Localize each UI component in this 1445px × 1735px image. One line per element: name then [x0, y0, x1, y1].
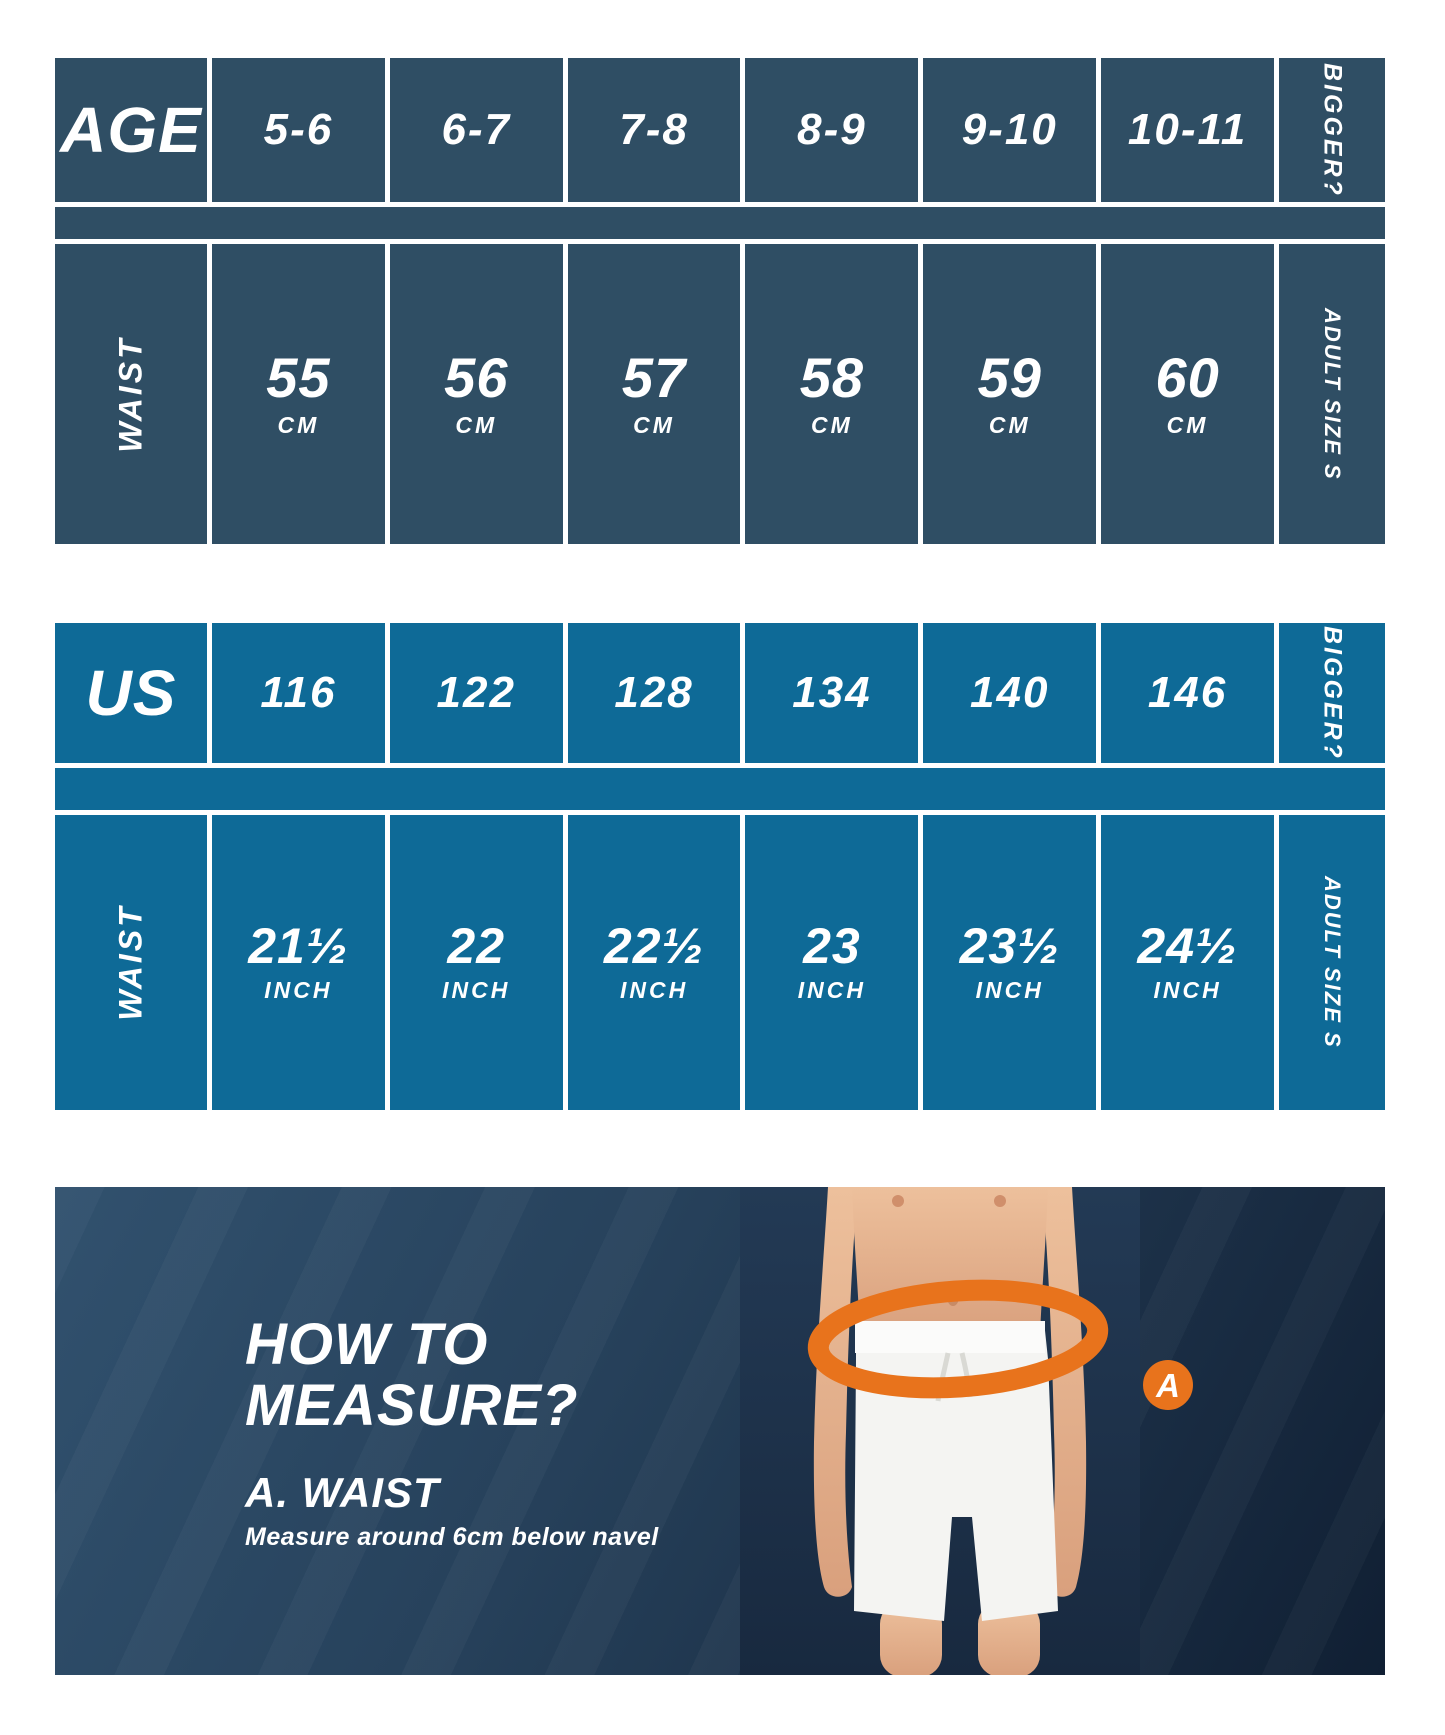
- waist-row-label: WAIST: [112, 335, 149, 453]
- bigger-side-label: BIGGER?: [1318, 62, 1347, 198]
- waist-cm-value-6: 60 CM: [1101, 244, 1274, 544]
- how-to-title-line2: MEASURE?: [245, 1372, 579, 1438]
- how-to-text-block: [245, 1312, 659, 1552]
- us-column-1: 116: [212, 623, 385, 763]
- age-column-1: 5-6: [212, 58, 385, 202]
- waist-inch-value-1: 21½ INCH: [212, 815, 385, 1110]
- us-column-3: 128: [568, 623, 741, 763]
- bigger-side-label-us: BIGGER?: [1318, 625, 1347, 761]
- us-column-4: 134: [745, 623, 918, 763]
- measure-step-label: A. WAIST: [245, 1468, 440, 1516]
- us-corner-label-cell: [55, 623, 207, 763]
- bigger-side-label-cell-us: [1279, 623, 1385, 763]
- waist-inch-value-6: 24½ INCH: [1101, 815, 1274, 1110]
- how-to-title-line1: HOW TO: [245, 1312, 489, 1377]
- waist-cm-value-5: 59 CM: [923, 244, 1096, 544]
- waist-inch-value-3: 22½ INCH: [568, 815, 741, 1110]
- waist-cm-value-1: 55 CM: [212, 244, 385, 544]
- size-table-us: [55, 623, 1385, 1110]
- table-separator-band-us: [55, 768, 1385, 810]
- adult-size-side-label-us: ADULT SIZE S: [1319, 876, 1345, 1049]
- measure-step-description: Measure around 6cm below navel: [245, 1522, 659, 1551]
- table-separator-band: [55, 207, 1385, 239]
- age-column-6: 10-11: [1101, 58, 1274, 202]
- bigger-side-label-cell: [1279, 58, 1385, 202]
- adult-size-side-label-cell-us: [1279, 815, 1385, 1110]
- age-column-3: 7-8: [568, 58, 741, 202]
- how-to-measure-banner: [55, 1187, 1385, 1675]
- waist-cm-value-2: 56 CM: [390, 244, 563, 544]
- us-column-5: 140: [923, 623, 1096, 763]
- waist-inch-row: [55, 815, 1385, 1110]
- waist-cm-value-4: 58 CM: [745, 244, 918, 544]
- age-column-4: 8-9: [745, 58, 918, 202]
- us-header-row: [55, 623, 1385, 763]
- age-header-row: [55, 58, 1385, 202]
- age-column-5: 9-10: [923, 58, 1096, 202]
- waist-row-label-cell-us: [55, 815, 207, 1110]
- age-column-2: 6-7: [390, 58, 563, 202]
- us-column-6: 146: [1101, 623, 1274, 763]
- boy-photo: [740, 1187, 1220, 1675]
- waist-cm-value-3: 57 CM: [568, 244, 741, 544]
- age-corner-label-cell: [55, 58, 207, 202]
- adult-size-side-label: ADULT SIZE S: [1319, 307, 1345, 481]
- us-corner-label: US: [85, 657, 177, 729]
- adult-size-side-label-cell: [1279, 244, 1385, 544]
- size-table-cm: [55, 58, 1385, 544]
- waist-inch-value-5: 23½ INCH: [923, 815, 1096, 1110]
- waist-inch-value-2: 22 INCH: [390, 815, 563, 1110]
- age-corner-label: AGE: [60, 94, 202, 166]
- marker-a-badge: [1143, 1360, 1193, 1410]
- waist-row-label-us: WAIST: [112, 904, 149, 1021]
- us-column-2: 122: [390, 623, 563, 763]
- waist-row-label-cell: [55, 244, 207, 544]
- marker-a-letter: A: [1156, 1367, 1180, 1404]
- waist-cm-row: [55, 244, 1385, 544]
- waist-inch-value-4: 23 INCH: [745, 815, 918, 1110]
